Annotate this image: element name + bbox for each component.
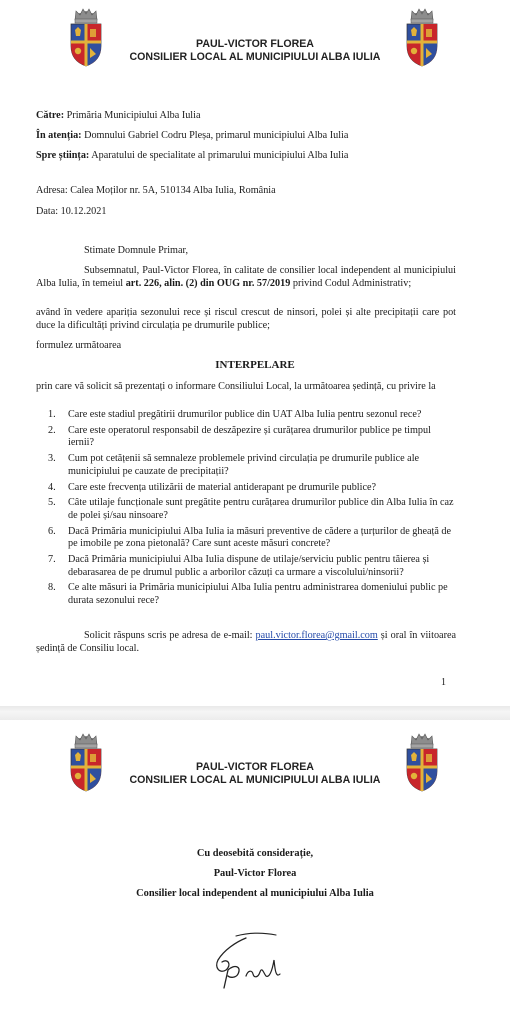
question-number: 4.	[48, 481, 56, 493]
email-link[interactable]: paul.victor.florea@gmail.com	[255, 630, 378, 641]
reply-text-end: și oral în viitoarea ședință de Consiliu local.	[36, 630, 457, 654]
stiinta-value: Aparatului de specialitate al primarului municipiului Alba Iulia	[89, 150, 349, 161]
date: Data: 10.12.2021	[36, 206, 107, 217]
atentia-label: În atenția:	[36, 130, 82, 141]
question-number: 2.	[48, 424, 56, 436]
page-number: 1	[441, 677, 446, 688]
question-text: Care este operatorul responsabil de deszăpezire și curățarea drumurilor publice pe timpul iernii?	[68, 424, 431, 449]
question-text: Cum pot cetățenii să semnaleze problemele privind circulația pe drumurile publice ale municipiului pe cauzate de precipitații?	[68, 453, 420, 477]
intro-text: Subsemnatul, Paul-Victor Florea, în calitate de consilier local independent al municipiului Alba Iulia, în temeiul	[36, 265, 456, 289]
catre-value: Primăria Municipiului Alba Iulia	[64, 110, 201, 121]
question-number: 7.	[48, 554, 56, 566]
question-text: Care este stadiul pregătirii drumurilor publice din UAT Alba Iulia pentru sezonul rece?	[68, 409, 422, 420]
reply-paragraph	[36, 629, 456, 655]
closing-regards: Cu deosebită considerație,	[196, 848, 314, 859]
reply-text: Solicit răspuns scris pe adresa de e-mail:	[84, 630, 256, 641]
header-role: CONSILIER LOCAL AL MUNICIPIULUI ALBA IULIA	[129, 51, 381, 63]
question-text: Dacă Primăria municipiului Alba Iulia dispune de utilaje/serviciu public pentru tăierea și debarasarea de pe drumul public a arborilor căzuți ca urmare a viscolului/ninsorii?	[68, 554, 430, 578]
question-number: 1.	[48, 409, 56, 420]
catre-label: Către:	[36, 110, 65, 121]
formulate-text: formulez următoarea	[36, 340, 122, 351]
closing-name: Paul-Victor Florea	[213, 868, 297, 879]
salutation: Stimate Domnule Primar,	[84, 245, 188, 256]
question-number: 5.	[48, 497, 56, 509]
recipient-atentia	[36, 129, 348, 142]
question-text: Ce alte măsuri ia Primăria municipiului Alba Iulia pentru administrarea domeniului public pe durata sezonului rece?	[68, 582, 448, 607]
question-item	[24, 425, 454, 450]
intro-text-end: privind Codul Administrativ;	[290, 278, 412, 289]
question-number: 8.	[48, 582, 56, 594]
question-text: Dacă Primăria municipiului Alba Iulia ia măsuri preventive de cădere a țurțurilor de gheață de pe imobile pe zona pietonală? Care sunt aceste măsuri concrete?	[68, 525, 452, 550]
question-text: Care este frecvența utilizării de material antiderapant pe drumurile publice?	[68, 481, 377, 493]
atentia-value: Domnului Gabriel Codru Pleșa, primarul municipiului Alba Iulia	[81, 130, 349, 141]
stiinta-label: Spre știința:	[36, 150, 90, 161]
questions-list	[24, 409, 454, 611]
address: Adresa: Calea Moților nr. 5A, 510134 Alba Iulia, România	[36, 185, 276, 196]
recipient-stiinta	[36, 149, 348, 162]
question-text: Câte utilaje funcționale sunt pregătite pentru curățarea drumurilor publice din Alba Iulia în caz de polei și/sau ninsoare?	[68, 497, 454, 521]
question-item	[24, 526, 454, 551]
question-number: 6.	[48, 525, 56, 537]
closing-title: Consilier local independent al municipiului Alba Iulia	[136, 888, 374, 899]
question-item	[24, 582, 454, 607]
legal-reference: art. 226, alin. (2) din OUG nr. 57/2019	[125, 278, 291, 289]
question-item	[24, 409, 454, 422]
request-lead: prin care vă solicit să prezentați o informare Consiliului Local, la următoarea ședință, cu privire la	[36, 381, 436, 392]
header-role: CONSILIER LOCAL AL MUNICIPIULUI ALBA IULIA	[129, 774, 381, 786]
page-separator	[0, 706, 510, 720]
header-name: PAUL-VICTOR FLOREA	[196, 38, 314, 50]
question-number: 3.	[48, 453, 56, 465]
document-title: INTERPELARE	[215, 359, 295, 371]
intro-paragraph	[36, 264, 456, 290]
question-item	[24, 497, 454, 522]
question-item	[24, 554, 454, 579]
header-name: PAUL-VICTOR FLOREA	[196, 761, 314, 773]
context-paragraph: având în vedere apariția sezonului rece și riscul crescut de ninsori, polei și alte precipitații care pot duce la dificultăți privind circulația pe drumurile publice;	[36, 307, 456, 331]
recipient-catre	[36, 109, 201, 122]
handwritten-signature	[206, 930, 301, 994]
question-item	[24, 453, 454, 478]
question-item	[24, 482, 454, 495]
